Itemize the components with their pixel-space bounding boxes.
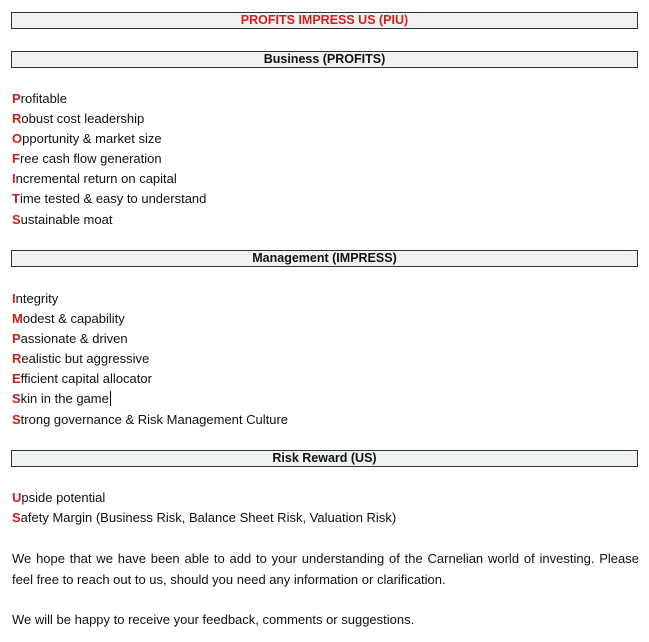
business-section-heading: Business (PROFITS)	[11, 51, 638, 68]
acronym-initial: O	[12, 131, 23, 147]
acronym-initial: S	[12, 211, 21, 227]
acronym-initial: R	[12, 111, 22, 127]
acronym-initial: I	[12, 171, 16, 187]
list-item	[12, 309, 288, 329]
item-text: ncremental return on capital	[15, 171, 177, 187]
item-text: obust cost leadership	[21, 111, 145, 127]
acronym-initial: M	[12, 311, 23, 327]
document-title: PROFITS IMPRESS US (PIU)	[11, 12, 638, 29]
acronym-initial: E	[12, 371, 21, 387]
item-text: afety Margin (Business Risk, Balance Sheet Risk, Valuation Risk)	[20, 510, 397, 526]
closing-paragraph: We hope that we have been able to add to your understanding of the Carnelian world of investing. Please feel free to reach out to us, should you need any information or clarification.	[12, 551, 639, 587]
acronym-initial: U	[12, 490, 22, 505]
acronym-initial: P	[12, 331, 21, 347]
item-text: pside potential	[21, 490, 106, 505]
list-item	[12, 109, 206, 129]
acronym-initial: T	[12, 191, 20, 207]
list-item	[12, 169, 206, 189]
item-text: odest & capability	[22, 311, 125, 327]
acronym-initial: R	[12, 351, 22, 367]
acronym-initial: P	[12, 91, 21, 106]
acronym-initial: S	[12, 391, 21, 407]
item-text: fficient capital allocator	[20, 371, 152, 387]
business-acronym-list	[12, 89, 206, 230]
list-item	[12, 349, 288, 369]
item-text: ime tested & easy to understand	[19, 191, 207, 207]
item-text: trong governance & Risk Management Culture	[20, 411, 289, 427]
item-text: kin in the game	[20, 391, 109, 407]
item-text: rofitable	[20, 91, 67, 106]
list-item	[12, 210, 206, 230]
acronym-initial: S	[12, 510, 21, 526]
list-item	[12, 89, 206, 109]
item-text: assionate & driven	[20, 331, 128, 347]
item-text: ealistic but aggressive	[21, 351, 150, 367]
management-acronym-list	[12, 289, 288, 430]
management-section-heading: Management (IMPRESS)	[11, 250, 638, 267]
list-item	[12, 389, 288, 409]
list-item	[12, 329, 288, 349]
text-cursor	[110, 391, 111, 406]
acronym-initial: F	[12, 151, 20, 167]
list-item	[12, 289, 288, 309]
item-text: ntegrity	[15, 291, 59, 306]
list-item	[12, 488, 396, 508]
acronym-initial: S	[12, 411, 21, 427]
list-item	[12, 149, 206, 169]
acronym-initial: I	[12, 291, 16, 306]
list-item	[12, 189, 206, 209]
item-text: ustainable moat	[20, 211, 113, 227]
item-text: pportunity & market size	[22, 131, 162, 147]
list-item	[12, 410, 288, 430]
list-item	[12, 508, 396, 528]
feedback-paragraph: We will be happy to receive your feedback, comments or suggestions.	[12, 612, 415, 627]
risk-reward-section-heading: Risk Reward (US)	[11, 450, 638, 467]
list-item	[12, 369, 288, 389]
list-item	[12, 129, 206, 149]
item-text: ree cash flow generation	[19, 151, 162, 167]
risk-reward-acronym-list	[12, 488, 396, 528]
